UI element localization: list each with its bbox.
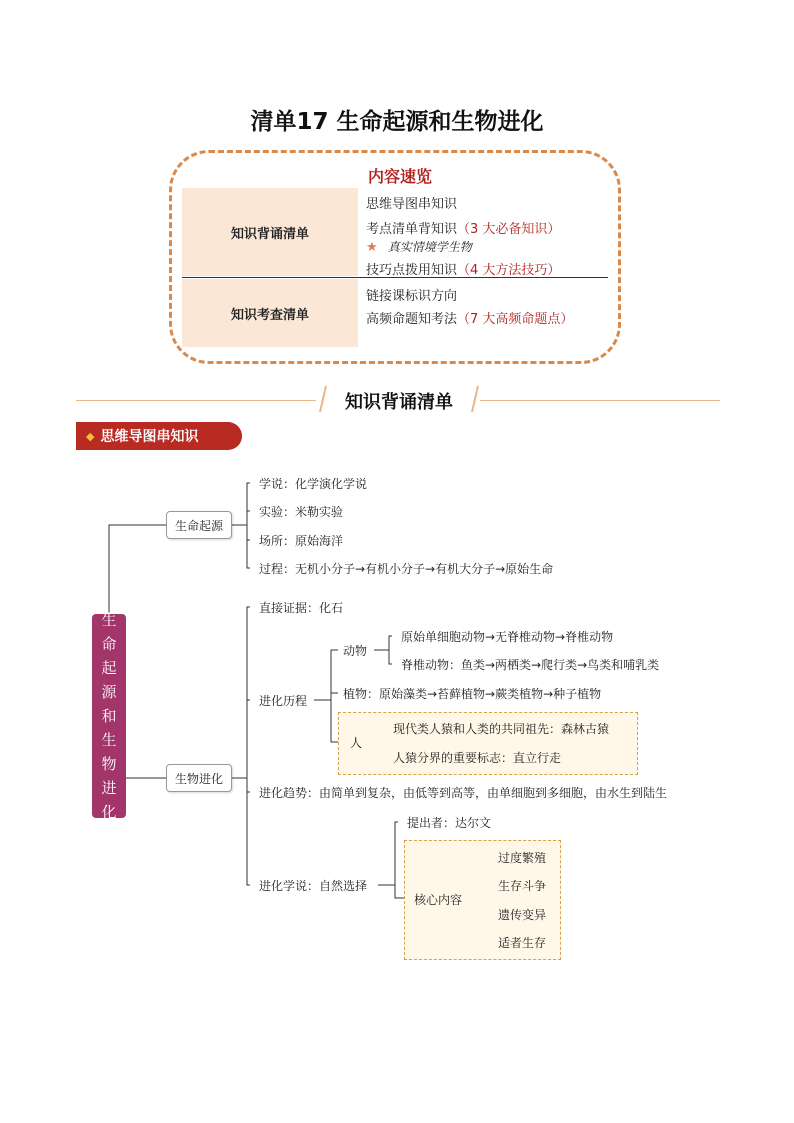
overview-item-text: 高频命题知考法 — [366, 312, 458, 327]
history-animal: 动物 — [343, 644, 368, 658]
band-label: 知识背诵清单 — [345, 392, 453, 413]
branch-evolution-label: 生物进化 — [174, 771, 223, 786]
history-plant: 植物：原始藻类→苔藓植物→蕨类植物→种子植物 — [343, 687, 602, 701]
animal-item: 原始单细胞动物→无脊椎动物→脊椎动物 — [401, 630, 614, 644]
diamond-icon: ◆ — [86, 429, 95, 443]
root-char: 和 — [101, 707, 117, 725]
root-char: 化 — [101, 803, 117, 821]
star-icon: ★ — [366, 240, 378, 255]
branch-origin-label: 生命起源 — [174, 518, 223, 533]
core-item: 生存斗争 — [498, 879, 547, 893]
human-item: 人猿分界的重要标志：直立行走 — [393, 751, 562, 765]
mindmap-root — [92, 611, 126, 821]
animal-item: 脊椎动物：鱼类→两栖类→爬行类→鸟类和哺乳类 — [401, 658, 660, 672]
history-human: 人 — [350, 736, 363, 750]
root-char: 生 — [101, 731, 117, 749]
evolution-direct-evidence: 直接证据：化石 — [259, 601, 344, 615]
root-char: 起 — [101, 659, 117, 677]
origin-item: 学说：化学演化学说 — [259, 477, 368, 491]
core-item: 过度繁殖 — [498, 851, 547, 865]
root-char: 命 — [101, 635, 117, 653]
evolution-theory: 进化学说：自然选择 — [259, 879, 368, 893]
human-item: 现代类人猿和人类的共同祖先：森林古猿 — [393, 722, 610, 736]
root-char: 物 — [101, 755, 117, 773]
overview-item-text: 真实情境学生物 — [387, 240, 472, 254]
core-item: 遗传变异 — [498, 908, 547, 922]
overview-item-note: （7 大高频命题点） — [457, 312, 574, 327]
overview-heading: 内容速览 — [367, 167, 432, 186]
overview-row-label-text: 知识背诵清单 — [230, 226, 309, 242]
root-char: 源 — [101, 683, 117, 701]
overview-item-text: 技巧点拨用知识 — [366, 263, 458, 278]
core-item: 适者生存 — [498, 936, 547, 950]
theory-core: 核心内容 — [414, 893, 463, 907]
section-head-text: 思维导图串知识 — [100, 429, 199, 445]
origin-item: 过程：无机小分子→有机小分子→有机大分子→原始生命 — [259, 562, 554, 576]
overview-item-note: （4 大方法技巧） — [457, 263, 561, 278]
overview-item-text: 思维导图串知识 — [366, 197, 458, 212]
theory-proposer: 提出者：达尔文 — [407, 816, 492, 830]
root-char: 进 — [101, 779, 117, 797]
origin-item: 实验：米勒实验 — [259, 505, 344, 519]
root-char: 生 — [101, 611, 117, 629]
evolution-trend: 进化趋势：由简单到复杂，由低等到高等，由单细胞到多细胞，由水生到陆生 — [259, 786, 668, 800]
overview-row-label-text: 知识考查清单 — [230, 307, 309, 323]
overview-item-text: 链接课标识方向 — [366, 289, 458, 304]
origin-item: 场所：原始海洋 — [259, 534, 344, 548]
overview-item-note: （3 大必备知识） — [457, 222, 561, 237]
overview-item-text: 考点清单背知识 — [366, 222, 458, 237]
branch-evolution — [166, 764, 232, 792]
branch-origin — [166, 511, 232, 539]
page-title: 清单17 生命起源和生物进化 — [250, 109, 544, 135]
evolution-history: 进化历程 — [259, 694, 308, 708]
